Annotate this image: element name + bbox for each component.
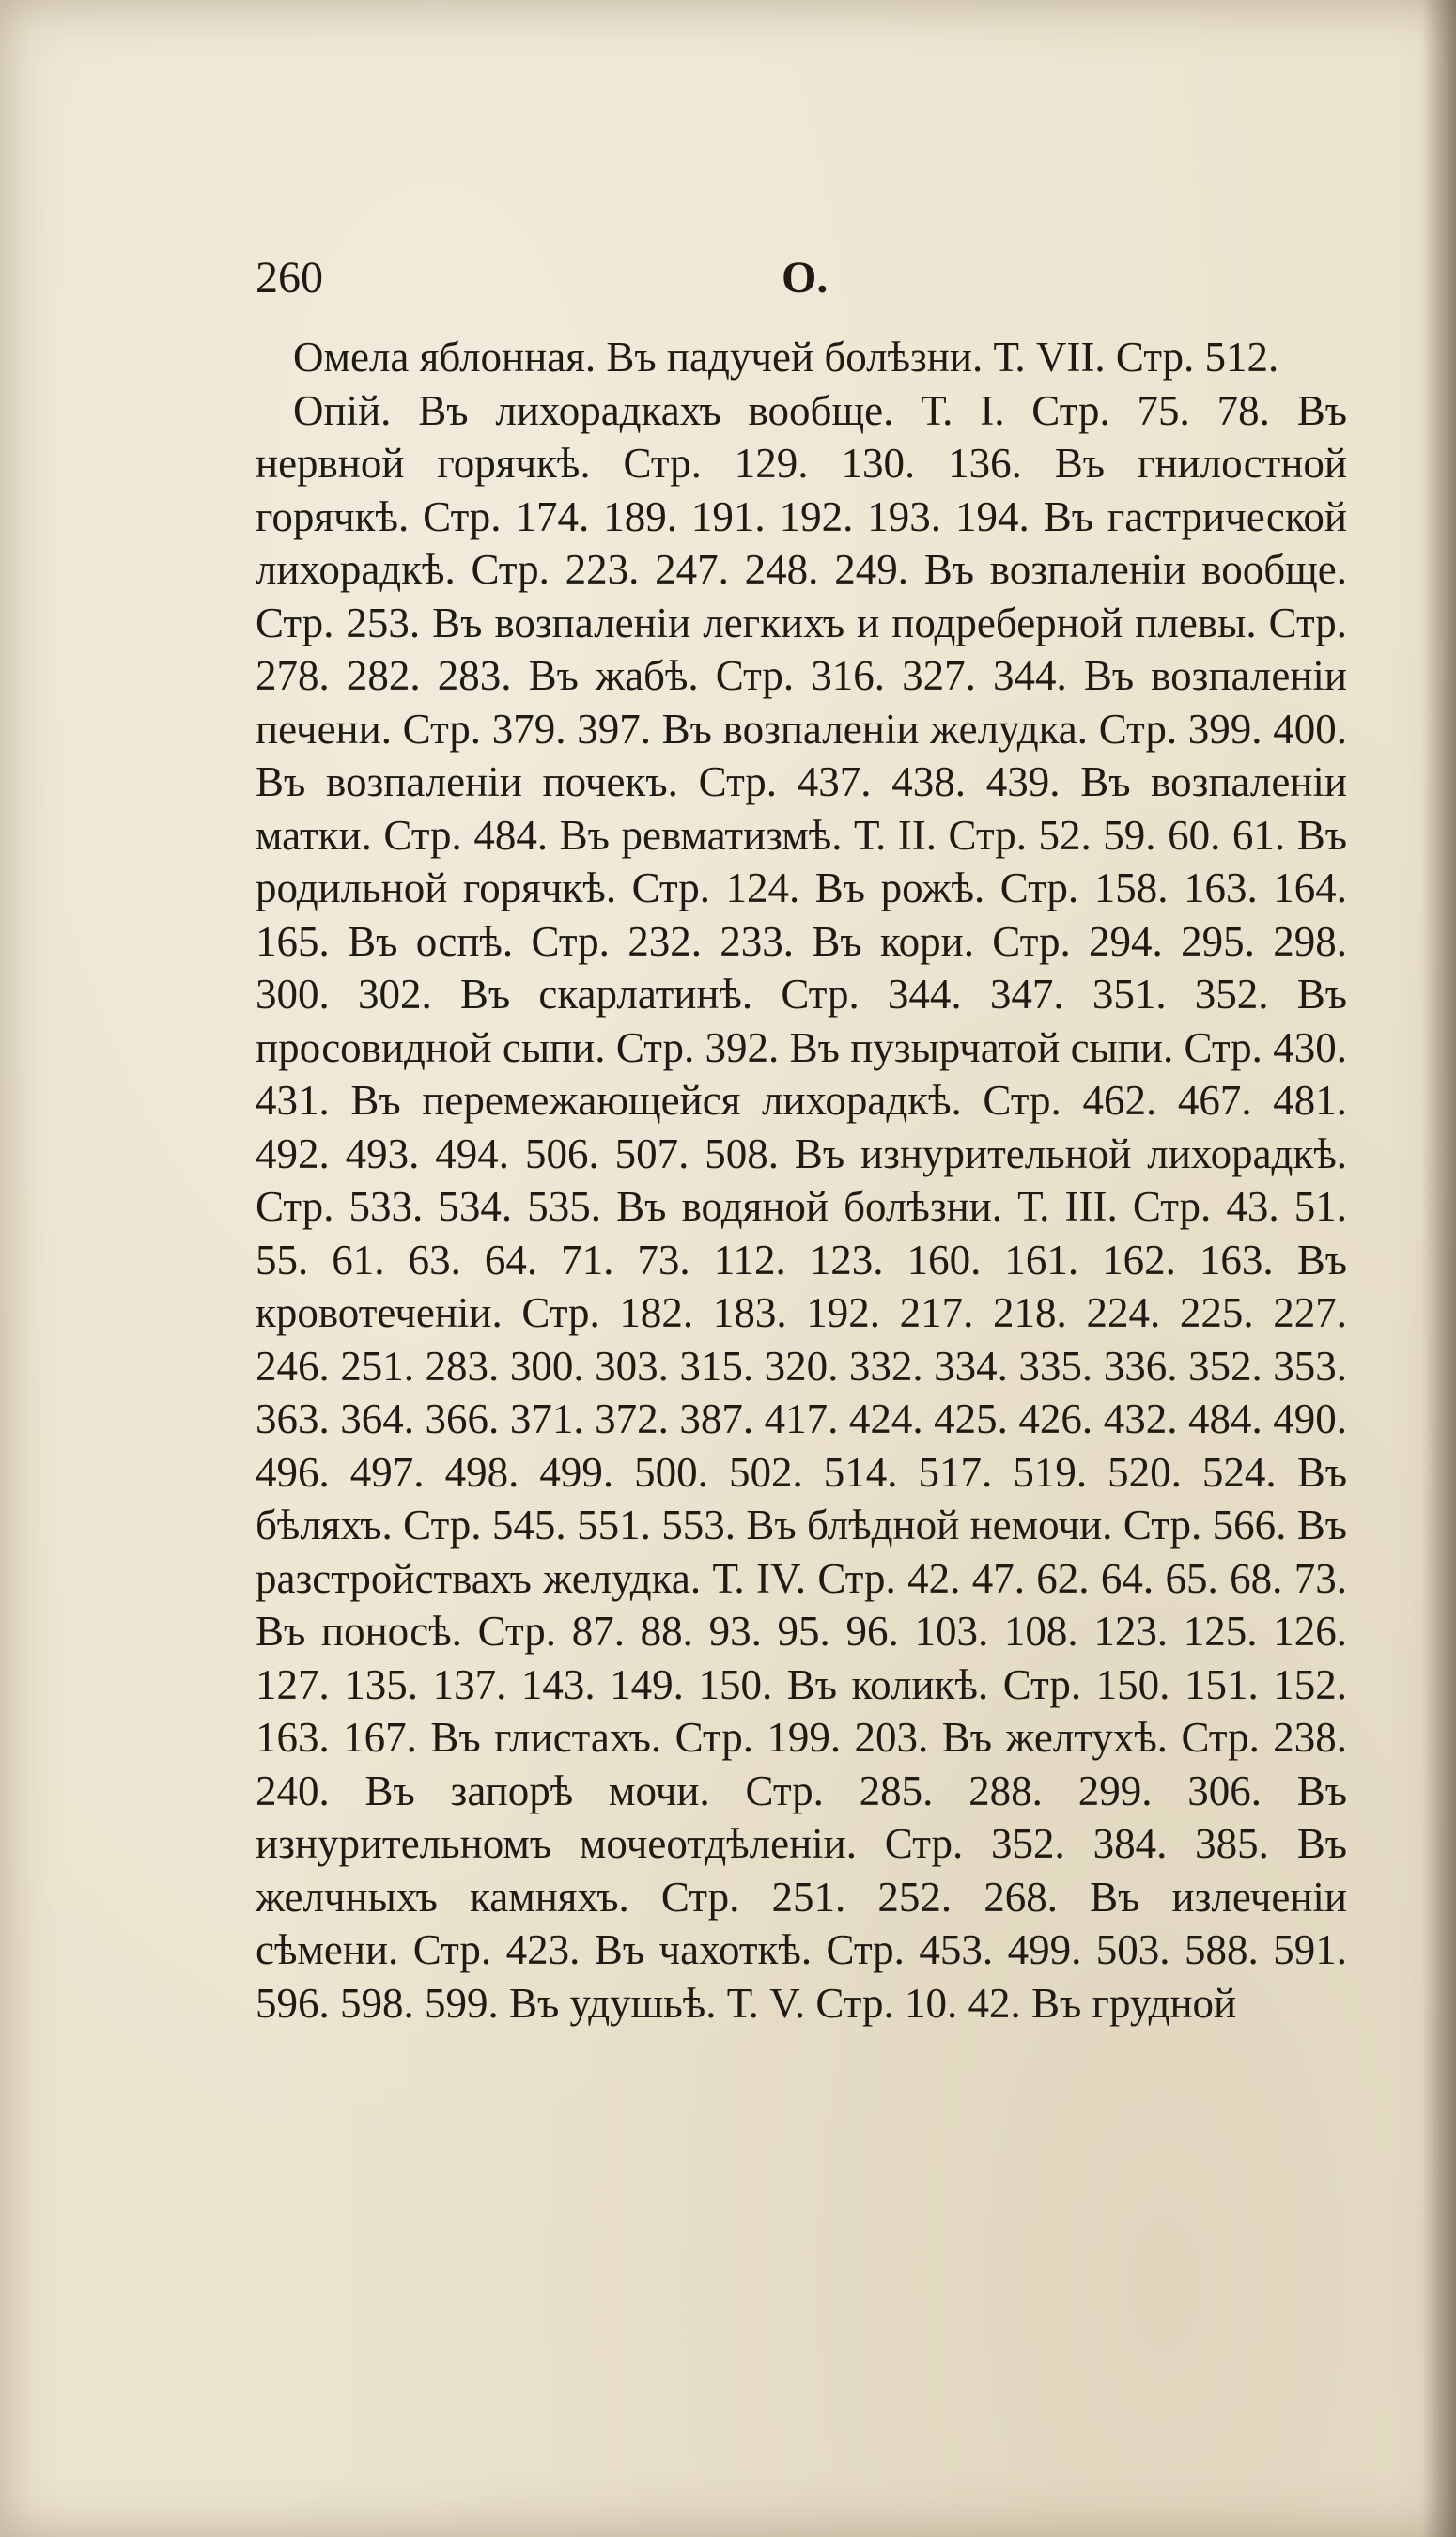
index-entry-omela: Омела яблонная. Въ падучей болѣзни. Т. VII. Стр. 512. bbox=[293, 334, 1279, 381]
page-spine-shadow bbox=[1422, 0, 1456, 2537]
running-head-letter: О. bbox=[782, 253, 829, 303]
page-header bbox=[256, 252, 1345, 318]
index-entries bbox=[256, 331, 1347, 2030]
page-number: 260 bbox=[256, 253, 323, 303]
index-entry-opiy: Опій. Въ лихорадкахъ вообще. Т. I. Стр. 75. 78. Въ нервной горячкѣ. Стр. 129. 130. 136. Въ гнилостной горячкѣ. Стр. 174. 189. 191. 192. 193. 194. Въ гастрической лихорадкѣ. Стр. 223. 247. 248. 249. Въ возпаленіи вообще. Стр. 253. Въ возпаленіи легкихъ и подреберной плевы. Стр. 278. 282. 283. Въ жабѣ. Стр. 316. 327. 344. Въ возпаленіи печени. Стр. 379. 397. Въ возпаленіи желудка. Стр. 399. 400. Въ возпаленіи почекъ. Стр. 437. 438. 439. Въ возпаленіи матки. Стр. 484. Въ ревматизмѣ. Т. II. Стр. 52. 59. 60. 61. Въ родильной горячкѣ. Стр. 124. Въ рожѣ. Стр. 158. 163. 164. 165. Въ оспѣ. Стр. 232. 233. Въ кори. Стр. 294. 295. 298. 300. 302. Въ скарлатинѣ. Стр. 344. 347. 351. 352. Въ просовидной сыпи. Стр. 392. Въ пузырчатой сыпи. Стр. 430. 431. Въ перемежающейся лихорадкѣ. Стр. 462. 467. 481. 492. 493. 494. 506. 507. 508. Въ изнурительной лихорадкѣ. Стр. 533. 534. 535. Въ водяной болѣзни. Т. III. Стр. 43. 51. 55. 61. 63. 64. 71. 73. 112. 123. 160. 161. 162. 163. Въ кровотеченіи. Стр. 182. 183. 192. 217. 218. 224. 225. 227. 246. 251. 283. 300. 303. 315. 320. 332. 334. 335. 336. 352. 353. 363. 364. 366. 371. 372. 387. 417. 424. 425. 426. 432. 484. 490. 496. 497. 498. 499. 500. 502. 514. 517. 519. 520. 524. Въ бѣляхъ. Стр. 545. 551. 553. Въ блѣдной немочи. Стр. 566. Въ разстройствахъ желудка. Т. IV. Стр. 42. 47. 62. 64. 65. 68. 73. Въ поносѣ. Стр. 87. 88. 93. 95. 96. 103. 108. 123. 125. 126. 127. 135. 137. 143. 149. 150. Въ коликѣ. Стр. 150. 151. 152. 163. 167. Въ глистахъ. Стр. 199. 203. Въ желтухѣ. Стр. 238. 240. Въ запорѣ мочи. Стр. 285. 288. 299. 306. Въ изнурительномъ мочеотдѣленіи. Стр. 352. 384. 385. Въ желчныхъ камняхъ. Стр. 251. 252. 268. Въ излеченіи сѣмени. Стр. 423. Въ чахоткѣ. Стр. 453. 499. 503. 588. 591. 596. 598. 599. Въ удушьѣ. Т. V. Стр. 10. 42. Въ грудной bbox=[256, 386, 1347, 2027]
